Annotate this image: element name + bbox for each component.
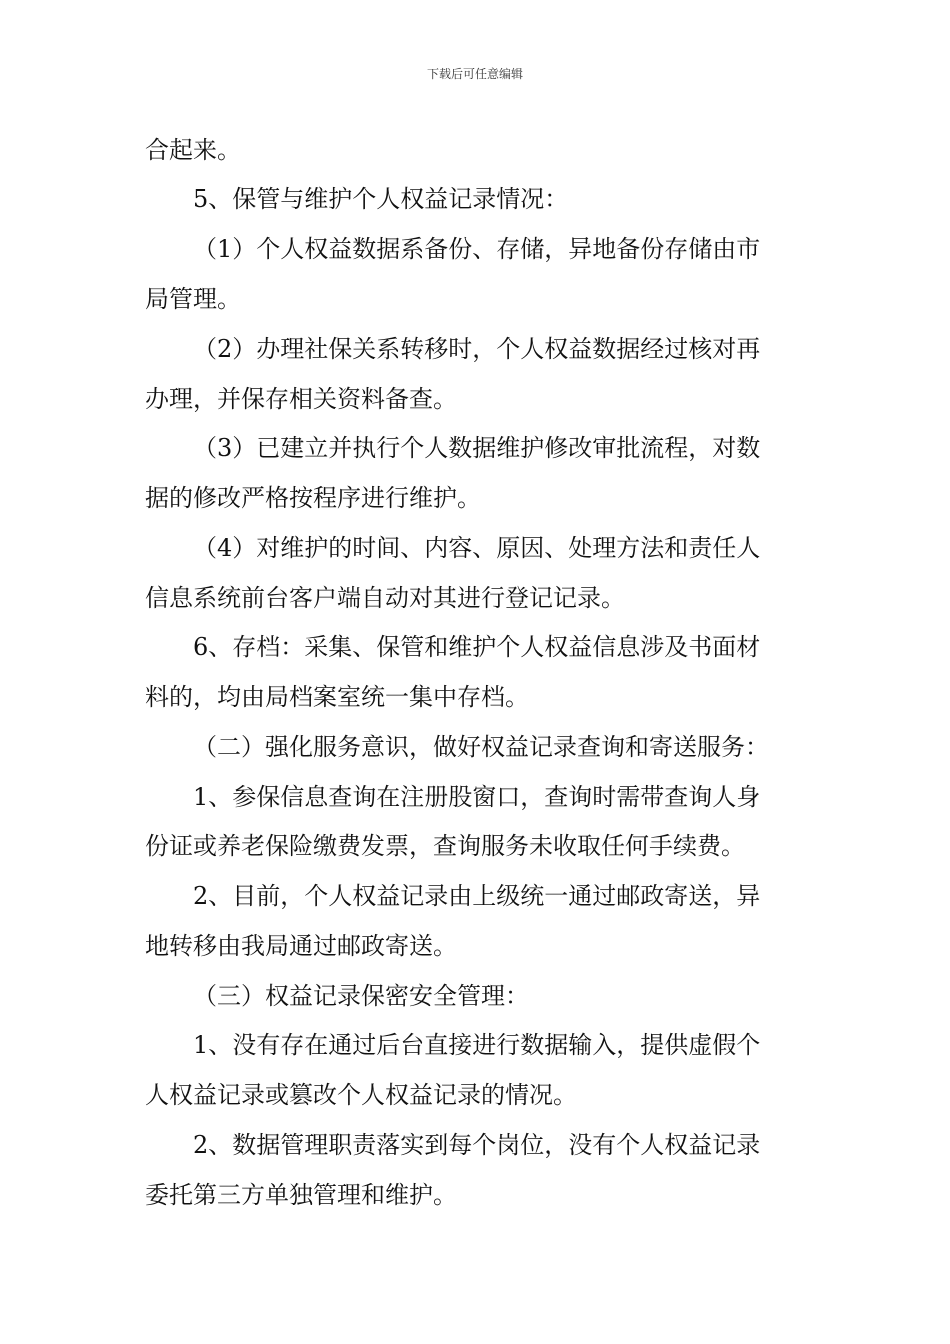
text-line: 1、没有存在通过后台直接进行数据输入，提供虚假个: [193, 1031, 761, 1059]
text-line: 局管理。: [145, 285, 241, 313]
text-line: 6、存档：采集、保管和维护个人权益信息涉及书面材: [193, 633, 761, 661]
text-line: 2、目前，个人权益记录由上级统一通过邮政寄送，异: [193, 882, 761, 910]
text-line: 合起来。: [145, 136, 241, 164]
text-line: （3）已建立并执行个人数据维护修改审批流程，对数: [193, 434, 761, 462]
text-line: 5、保管与维护个人权益记录情况：: [193, 185, 569, 213]
text-line: 2、数据管理职责落实到每个岗位，没有个人权益记录: [193, 1131, 761, 1159]
text-line: 1、参保信息查询在注册股窗口，查询时需带查询人身: [193, 783, 761, 811]
text-line: 人权益记录或篡改个人权益记录的情况。: [145, 1081, 577, 1109]
page-header: 下载后可任意编辑: [426, 67, 523, 81]
text-line: 委托第三方单独管理和维护。: [145, 1181, 457, 1209]
text-line: 据的修改严格按程序进行维护。: [145, 484, 481, 512]
text-line: 信息系统前台客户端自动对其进行登记记录。: [145, 584, 625, 612]
text-line: （4）对维护的时间、内容、原因、处理方法和责任人: [193, 534, 761, 562]
text-line: （2）办理社保关系转移时，个人权益数据经过核对再: [193, 335, 761, 363]
text-line: （二）强化服务意识，做好权益记录查询和寄送服务：: [193, 733, 769, 761]
text-line: 料的，均由局档案室统一集中存档。: [145, 683, 529, 711]
text-line: 办理，并保存相关资料备查。: [145, 385, 457, 413]
text-line: 份证或养老保险缴费发票，查询服务未收取任何手续费。: [145, 832, 745, 860]
text-line: 地转移由我局通过邮政寄送。: [145, 932, 457, 960]
text-line: （三）权益记录保密安全管理：: [193, 982, 529, 1010]
text-line: （1）个人权益数据系备份、存储，异地备份存储由市: [193, 235, 761, 263]
